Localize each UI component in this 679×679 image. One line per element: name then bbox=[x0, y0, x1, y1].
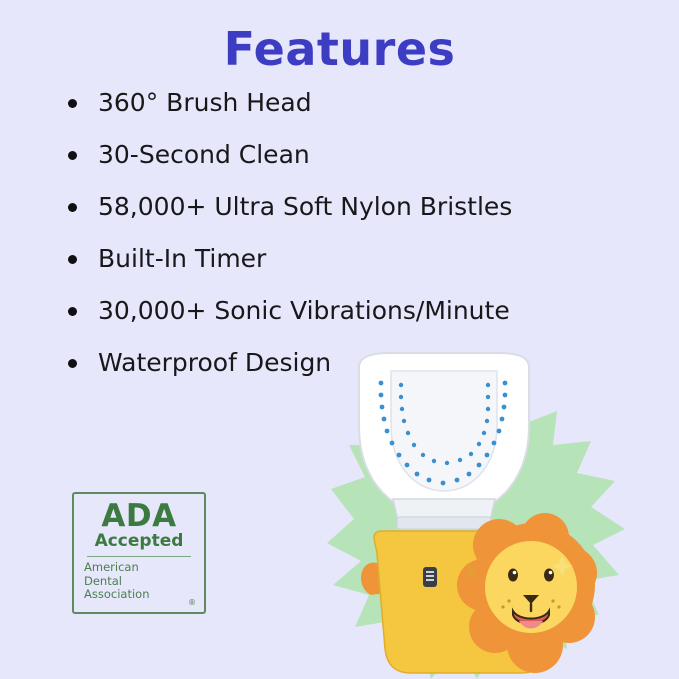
feature-label: Waterproof Design bbox=[98, 348, 332, 377]
ada-org-line-3: Association bbox=[84, 587, 150, 601]
bullet-icon bbox=[68, 151, 77, 160]
ada-badge-title: ADA bbox=[101, 498, 177, 534]
lion-handle bbox=[361, 513, 597, 673]
feature-label: 30-Second Clean bbox=[98, 140, 310, 169]
bullet-icon bbox=[68, 359, 77, 368]
ada-badge-subtitle: Accepted bbox=[94, 531, 184, 551]
feature-label: 30,000+ Sonic Vibrations/Minute bbox=[98, 296, 510, 325]
ada-org-line-1: American bbox=[84, 560, 139, 574]
bullet-icon bbox=[68, 307, 77, 316]
bullet-icon bbox=[68, 99, 77, 108]
feature-label: 58,000+ Ultra Soft Nylon Bristles bbox=[98, 192, 513, 221]
product-image bbox=[319, 349, 679, 679]
power-button bbox=[423, 567, 437, 587]
list-item bbox=[62, 296, 642, 326]
list-item bbox=[62, 244, 642, 274]
divider bbox=[87, 556, 191, 557]
list-item bbox=[62, 140, 642, 170]
lion-face bbox=[485, 541, 577, 633]
ada-accepted-badge bbox=[72, 492, 206, 614]
bullet-icon bbox=[68, 255, 77, 264]
bullet-icon bbox=[68, 203, 77, 212]
list-item bbox=[62, 88, 642, 118]
feature-label: Built-In Timer bbox=[98, 244, 267, 273]
list-item bbox=[62, 192, 642, 222]
ada-org-line-2: Dental bbox=[84, 573, 122, 588]
registered-trademark-mark: ® bbox=[188, 598, 196, 607]
page-title: Features bbox=[223, 22, 456, 76]
feature-label: 360° Brush Head bbox=[98, 88, 312, 117]
